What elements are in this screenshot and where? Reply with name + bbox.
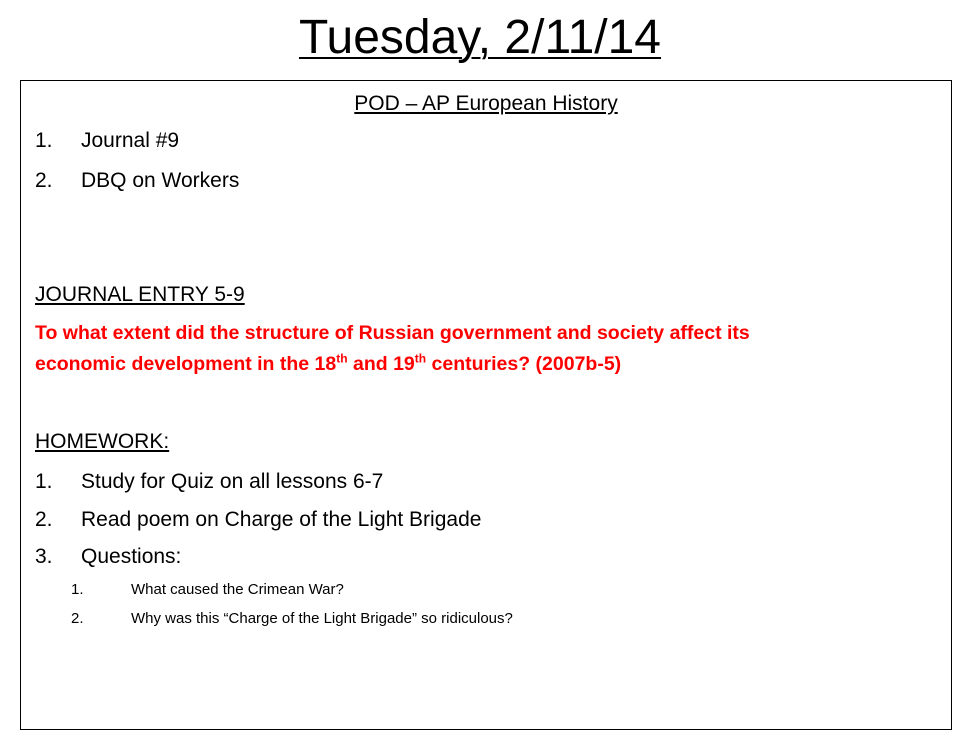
pod-item-text: DBQ on Workers	[81, 169, 240, 192]
question-text: Why was this “Charge of the Light Brigade” so ridiculous?	[131, 610, 513, 627]
pod-item-dbq	[35, 167, 239, 195]
pod-heading: POD – AP European History	[354, 92, 618, 115]
homework-item-text: Questions:	[81, 545, 182, 568]
pod-item-text: Journal #9	[81, 129, 180, 152]
journal-prompt	[35, 318, 935, 380]
question-light-brigade	[71, 609, 513, 629]
pod-item-journal	[35, 127, 179, 155]
prompt-line-1: To what extent did the structure of Russian government and society affect its	[35, 322, 750, 344]
journal-entry-label: JOURNAL ENTRY 5-9	[35, 283, 245, 306]
slide-title: Tuesday, 2/11/14	[298, 11, 661, 64]
prompt-superscript-1: th	[336, 351, 348, 366]
homework-item-questions	[35, 543, 181, 571]
question-number: 1.	[71, 581, 84, 598]
question-crimean-war	[71, 580, 344, 600]
pod-item-number: 2.	[35, 169, 53, 192]
homework-label: HOMEWORK:	[35, 430, 170, 453]
homework-item-number: 3.	[35, 545, 53, 568]
content-box	[20, 80, 952, 730]
question-text: What caused the Crimean War?	[131, 581, 344, 598]
question-number: 2.	[71, 610, 84, 627]
homework-item-text: Study for Quiz on all lessons 6-7	[81, 470, 384, 493]
homework-item-text: Read poem on Charge of the Light Brigade	[81, 508, 482, 531]
prompt-superscript-2: th	[414, 351, 427, 366]
prompt-line-2c: centuries? (2007b-5)	[426, 353, 622, 375]
homework-item-number: 1.	[35, 470, 53, 493]
homework-item-poem	[35, 506, 481, 534]
prompt-line-2b: and 19	[347, 353, 415, 375]
pod-item-number: 1.	[35, 129, 53, 152]
homework-item-number: 2.	[35, 508, 53, 531]
homework-item-quiz	[35, 468, 383, 496]
prompt-line-2a: economic development in the 18	[35, 353, 337, 375]
